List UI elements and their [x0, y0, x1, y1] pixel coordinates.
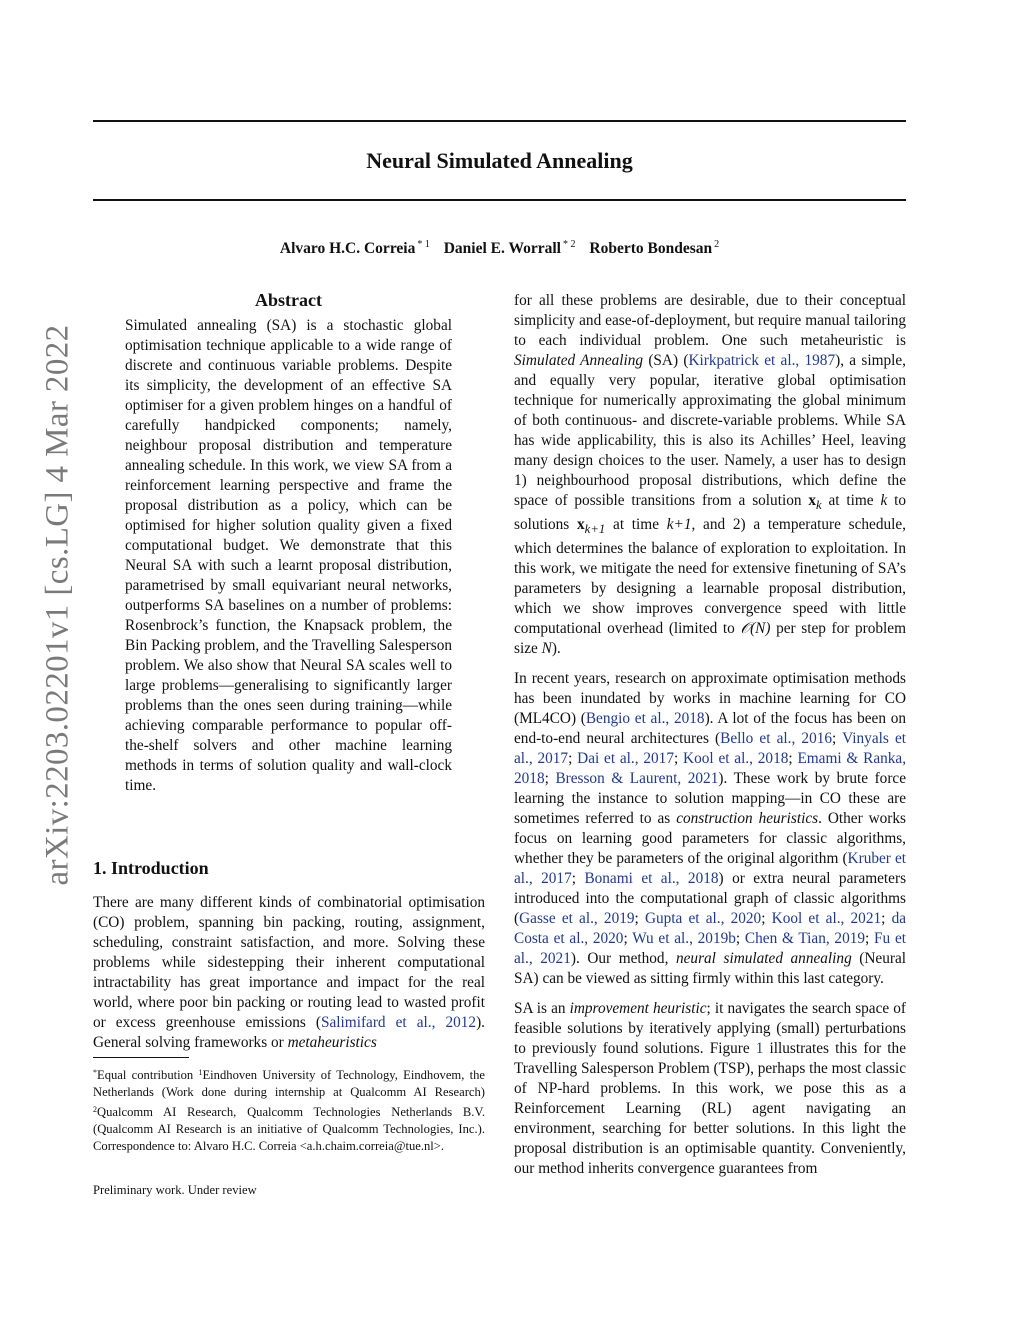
introduction-heading: 1. Introduction: [93, 858, 209, 878]
citation-link[interactable]: Kool et al., 2021: [771, 910, 882, 928]
text-run: ;: [568, 750, 578, 768]
footnote-mark: 1: [198, 1068, 203, 1077]
text-run: . Other works focus on learning good parameters for classic algorithms, whether they be parameters of the original algorithm (: [514, 810, 906, 868]
text-run: There are many different kinds of combinatorial optimisation (CO) problem, spanning bin packing, routing, assignment, scheduling, constraint satisfaction, and more. Solving these problems while sidestepping their inherent computational intractability has great importance and impact for the real world, where poor bin packing or routing lead to wasted profit or excess greenhouse emissions (: [93, 894, 485, 1031]
citation-link[interactable]: Kirkpatrick et al., 1987: [688, 352, 836, 369]
math-symbol: k: [880, 492, 888, 509]
author-name: Alvaro H.C. Correia: [279, 240, 416, 257]
footnote-rule: [93, 1057, 189, 1058]
intro-paragraph: [93, 893, 485, 1053]
author-name: Daniel E. Worrall: [443, 240, 561, 257]
footnote-text: Qualcomm AI Research, Qualcomm Technologies Netherlands B.V. (Qualcomm AI Research is an initiative of Qualcomm Technologies, Inc.). Correspondence to: Alvaro H.C. Correia <a.h.chaim.correia@tue.nl>.: [93, 1105, 485, 1153]
text-run: ; it navigates the search space of feasible solutions by iteratively applying (small) perturbations to previously found solutions. Figure: [514, 1000, 907, 1058]
math-symbol: 𝒪(N): [740, 620, 771, 638]
text-run: ). Our method,: [570, 950, 676, 968]
text-run: ;: [634, 910, 645, 928]
author-affiliation-mark: 2: [714, 239, 720, 250]
citation-link[interactable]: da Costa et al., 2020: [514, 910, 907, 948]
text-run: , and 2) a temperature schedule, which determines the balance of exploration to exploitation. In this work, we mitigate the need for extensive finetuning of SA’s parameters by designing a learnable proposal distribution, which we show improves convergence speed with little computational overhead (limited to: [514, 516, 907, 638]
text-run: ;: [623, 930, 633, 948]
author: [589, 240, 719, 257]
title-rule-bottom: [93, 199, 906, 201]
emphasis-text: metaheuristics: [287, 1034, 377, 1051]
citation-link[interactable]: Gupta et al., 2020: [644, 910, 762, 928]
citation-link[interactable]: Wu et al., 2019b: [632, 930, 736, 948]
citation-link[interactable]: Fu et al., 2021: [514, 930, 907, 968]
text-run: ), a simple, and equally very popular, iterative global optimisation technique for numerically approximating the global minimum of both continuous- and discrete-variable problems. While SA has wide applicability, this is also its Achilles’ Heel, leaving many design choices to the user. Namely, a user has to design 1) neighbourhood proposal distributions, which define the space of possible transitions from a solution: [514, 352, 906, 509]
text-run: to solutions: [514, 492, 906, 534]
emphasis-text: Simulated Annealing: [514, 352, 644, 369]
abstract-heading: Abstract: [255, 290, 322, 310]
citation-link[interactable]: Bonami et al., 2018: [584, 870, 719, 888]
footnote-mark: *: [93, 1068, 97, 1077]
text-run: ;: [788, 750, 798, 768]
author: [444, 240, 576, 257]
text-run: ;: [571, 870, 585, 888]
figure-reference-link[interactable]: 1: [755, 1040, 764, 1058]
math-symbol: x: [577, 516, 585, 534]
text-run: ;: [673, 750, 684, 768]
emphasis-text: neural simulated annealing: [675, 950, 852, 968]
arxiv-identifier: arXiv:2203.02201v1 [cs.LG] 4 Mar 2022: [39, 324, 76, 886]
citation-link[interactable]: Emami & Ranka, 2018: [514, 750, 907, 788]
paper-title: Neural Simulated Annealing: [366, 148, 633, 173]
math-symbol: x: [808, 492, 816, 509]
citation-link[interactable]: Chen & Tian, 2019: [744, 930, 866, 948]
preliminary-notice: Preliminary work. Under review: [93, 1183, 257, 1197]
citation-link[interactable]: Salimifard et al., 2012: [321, 1014, 477, 1031]
text-run: per step for problem size: [514, 620, 906, 658]
citation-link[interactable]: Gasse et al., 2019: [519, 910, 635, 928]
citation-link[interactable]: Bresson & Laurent, 2021: [555, 770, 719, 788]
body-paragraph: [514, 999, 906, 1179]
text-run: ;: [832, 730, 843, 748]
citation-link[interactable]: Bengio et al., 2018: [585, 710, 705, 728]
citation-link[interactable]: Kruber et al., 2017: [514, 850, 907, 888]
citation-link[interactable]: Kool et al., 2018: [683, 750, 789, 768]
author-name: Roberto Bondesan: [589, 240, 713, 257]
text-run: ). General solving frameworks or: [93, 1014, 485, 1051]
text-run: ;: [865, 930, 875, 948]
emphasis-text: improvement heuristic: [569, 1000, 707, 1018]
text-run: ;: [881, 910, 892, 928]
text-run: (SA) (: [643, 352, 689, 369]
citation-link[interactable]: Vinyals et al., 2017: [514, 730, 907, 768]
text-run: ;: [761, 910, 772, 928]
text-run: In recent years, research on approximate optimisation methods has been inundated by works in machine learning for CO (ML4CO) (: [514, 670, 906, 728]
text-run: illustrates this for the Travelling Salesperson Problem (TSP), perhaps the most classic of NP-hard problems. In this work, we pose this as a Reinforcement Learning (RL) agent navigating an environment, searching for better solutions. In this light the proposal distribution is an optimisable quantity. Conveniently, our method inherits convergence guarantees from: [514, 1040, 907, 1178]
math-symbol: N: [541, 640, 552, 658]
text-run: ;: [735, 930, 745, 948]
text-run: SA is an: [514, 1000, 570, 1018]
text-run: at time: [821, 492, 881, 509]
footnote-mark: 2: [93, 1105, 97, 1114]
footnote-text: Equal contribution: [97, 1068, 199, 1082]
author: [280, 240, 430, 257]
body-paragraph: [514, 669, 906, 989]
text-run: ). A lot of the focus has been on end-to-end neural architectures (: [514, 710, 906, 748]
math-subscript: k+1: [584, 522, 606, 537]
body-paragraph: [514, 291, 906, 659]
citation-link[interactable]: Dai et al., 2017: [577, 750, 674, 768]
text-run: ).: [551, 640, 561, 658]
text-run: at time: [605, 516, 667, 534]
emphasis-text: construction heuristics: [676, 810, 819, 828]
title-rule-top: [93, 120, 906, 122]
text-run: ). These work by brute force learning the instance to solution mapping—in CO these are sometimes referred to as: [514, 770, 907, 828]
introduction-section: [93, 855, 485, 1053]
text-run: for all these problems are desirable, due to their conceptual simplicity and ease-of-deployment, but require manual tailoring to each individual problem. One such metaheuristic is: [514, 292, 906, 349]
abstract-text: Simulated annealing (SA) is a stochastic global optimisation technique applicable to a wide range of discrete and continuous variable problems. Despite its simplicity, the development of an effective SA optimiser for a given problem hinges on a handful of carefully handpicked components; namely, neighbour proposal distribution and temperature annealing schedule. In this work, we view SA from a reinforcement learning perspective and frame the proposal distribution as a policy, which can be optimised for higher solution quality given a fixed computational budget. We demonstrate that this Neural SA with such a learnt proposal distribution, parametrised by small equivariant neural networks, outperforms SA baselines on a number of problems: Rosenbrock’s function, the Knapsack problem, the Bin Packing problem, and the Travelling Salesperson problem. We also show that Neural SA scales well to large problems—generalising to significantly larger problems than the ones seen during training—while achieving comparable performance to popular off-the-shelf solvers and other machine learning methods in terms of solution quality and wall-clock time.: [125, 317, 452, 794]
text-run: (Neural SA) can be viewed as sitting firmly within this last category.: [514, 950, 906, 988]
abstract-section: [125, 288, 452, 796]
footnote-text: Eindhoven University of Technology, Eindhovem, the Netherlands (Work done during internship at Qualcomm AI Research): [93, 1068, 486, 1099]
citation-link[interactable]: Bello et al., 2016: [720, 730, 833, 748]
text-run: ) or extra neural parameters introduced into the computational graph of classic algorithms (: [514, 870, 907, 928]
math-subscript: k: [816, 498, 822, 513]
author-affiliation-mark: * 1: [417, 239, 430, 250]
author-list: [93, 234, 906, 260]
math-symbol: k+1: [666, 516, 692, 534]
author-affiliation-mark: * 2: [563, 239, 576, 250]
footnote: [93, 1064, 485, 1155]
right-column: [514, 291, 906, 1189]
text-run: ;: [544, 770, 556, 788]
